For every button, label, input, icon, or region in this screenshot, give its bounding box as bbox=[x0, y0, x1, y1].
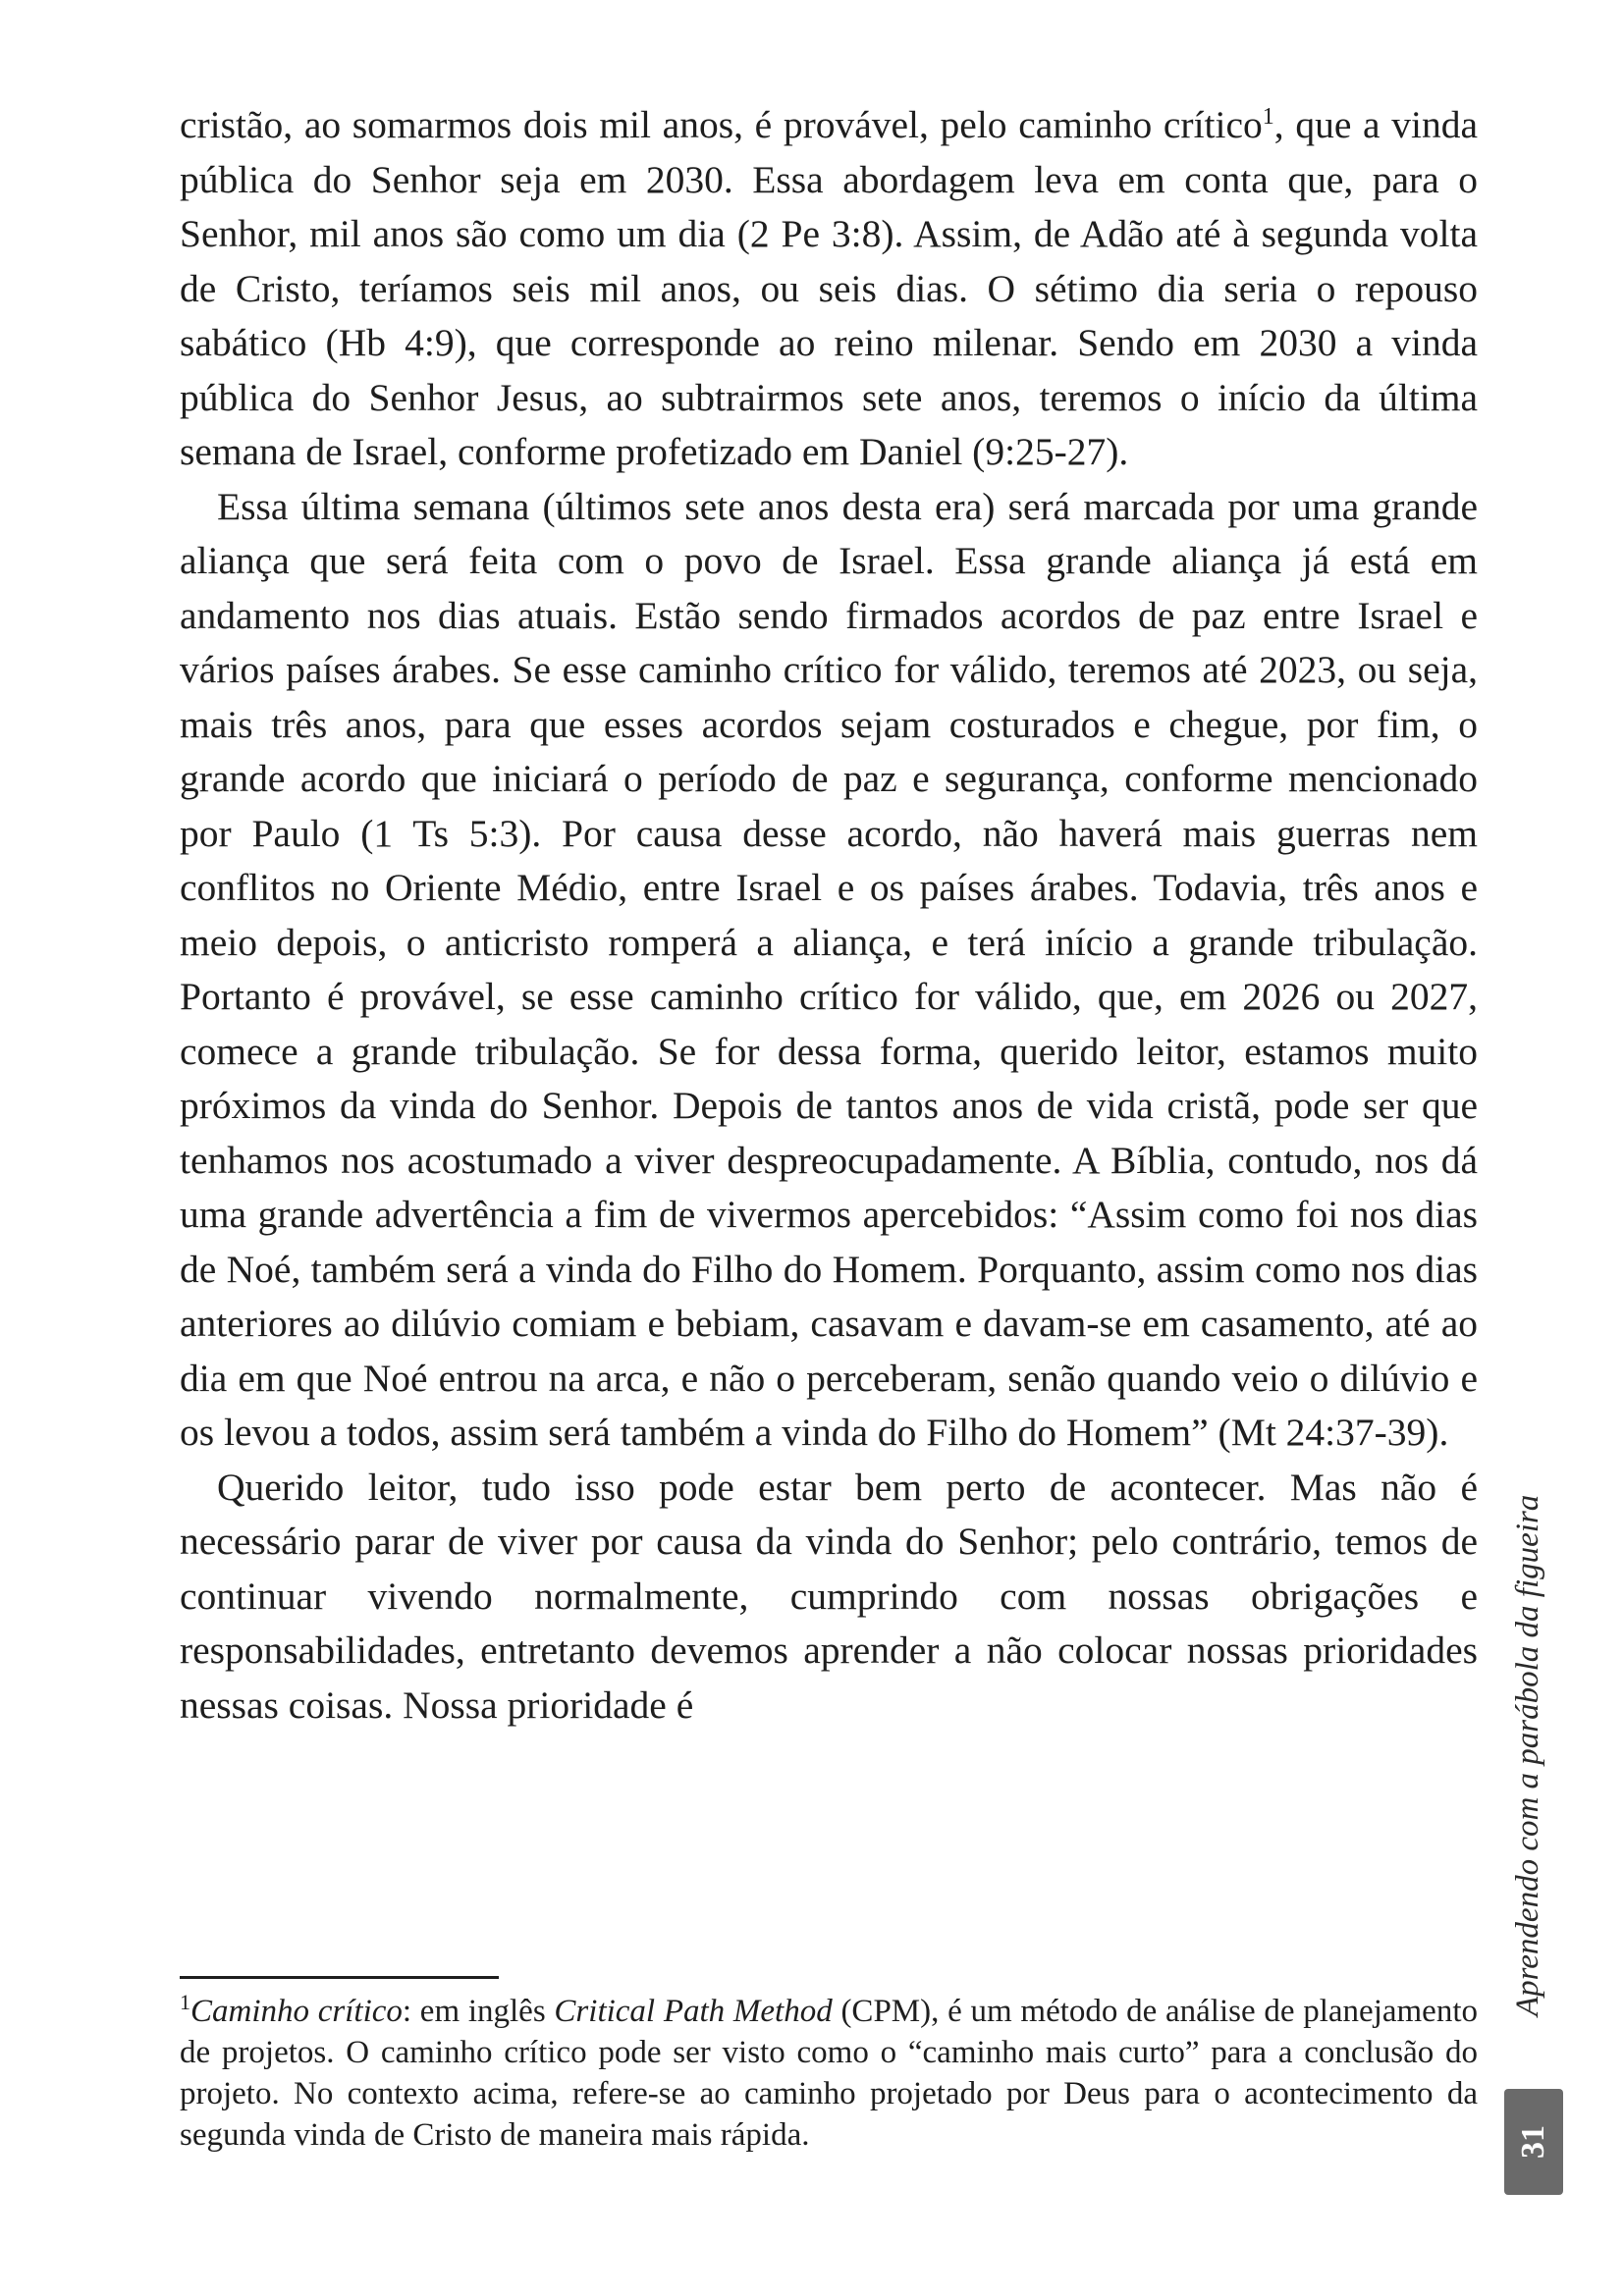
paragraph: Essa última semana (últimos sete anos desta era) será marcada por uma grande aliança que será feita com o povo de Israel. Essa grande aliança já está em andamento nos dias atuais. Estão sendo firmados acordos de paz entre Israel e vários países árabes. Se esse caminho crítico for válido, teremos até 2023, ou seja, mais três anos, para que esses acordos sejam costurados e chegue, por fim, o grande acordo que iniciará o período de paz e segurança, conforme mencionado por Paulo (1 Ts 5:3). Por causa desse acordo, não haverá mais guerras nem conflitos no Oriente Médio, entre Israel e os países árabes. Todavia, três anos e meio depois, o anticristo romperá a aliança, e terá início a grande tribulação. Portanto é provável, se esse caminho crítico for válido, que, em 2026 ou 2027, comece a grande tribulação. Se for dessa forma, querido leitor, estamos muito próximos da vinda do Senhor. Depois de tantos anos de vida cristã, pode ser que tenhamos nos acostumado a viver despreocupadamente. A Bíblia, contudo, nos dá uma grande advertência a fim de vivermos apercebidos: “Assim como foi nos dias de Noé, também será a vinda do Filho do Homem. Porquanto, assim como nos dias anteriores ao dilúvio comiam e bebiam, casavam e davam-se em casamento, até ao dia em que Noé entrou na arca, e não o perceberam, senão quando veio o dilúvio e os levou a todos, assim será também a vinda do Filho do Homem” (Mt 24:37-39). bbox=[180, 484, 1478, 1454]
footnotes bbox=[180, 1991, 1478, 2156]
footnote-text: (CPM), é um método de análise de planejamento de projetos. O caminho crítico pode ser visto como o “caminho mais curto” para a conclusão do projeto. No contexto acima, refere-se ao caminho projetado por Deus para o acontecimento da segunda vinda de Cristo de maneira mais rápida. bbox=[180, 1994, 1478, 2153]
page-number-tab bbox=[1504, 2089, 1563, 2195]
footnote-reference: 1 bbox=[1262, 103, 1274, 130]
footnote-term: Caminho crítico bbox=[190, 1994, 403, 2029]
footnote-english-term: Critical Path Method bbox=[554, 1994, 833, 2029]
main-text bbox=[180, 98, 1478, 1733]
footnote-divider bbox=[180, 1976, 499, 1979]
paragraph-text: cristão, ao somarmos dois mil anos, é provável, pelo caminho crítico bbox=[180, 103, 1263, 146]
footnote bbox=[180, 1991, 1478, 2156]
paragraph bbox=[180, 98, 1478, 480]
paragraph-text: , que a vinda pública do Senhor seja em 2030. Essa abordagem leva em conta que, para o Senhor, mil anos são como um dia (2 Pe 3:8). Assim, de Adão até à segunda volta de Cristo, teríamos seis mil anos, ou seis dias. O sétimo dia seria o repouso sabático (Hb 4:9), que corresponde ao reino milenar. Sendo em 2030 a vinda pública do Senhor Jesus, ao subtrairmos sete anos, teremos o início da última semana de Israel, conforme profetizado em Daniel (9:25-27). bbox=[180, 103, 1478, 473]
running-head-title: Aprendendo com a parábola da figueira bbox=[1510, 1494, 1545, 2016]
footnote-mark: 1 bbox=[180, 1990, 190, 2014]
footnote-text: : em inglês bbox=[402, 1994, 555, 2029]
paragraph: Querido leitor, tudo isso pode estar bem perto de acontecer. Mas não é necessário parar de viver por causa da vinda do Senhor; pelo contrário, temos de continuar vivendo normalmente, cumprindo com nossas obrigações e responsabilidades, entretanto devemos aprender a não colocar nossas prioridades nessas coisas. Nossa prioridade é bbox=[180, 1465, 1478, 1727]
page-number: 31 bbox=[1515, 2125, 1551, 2159]
